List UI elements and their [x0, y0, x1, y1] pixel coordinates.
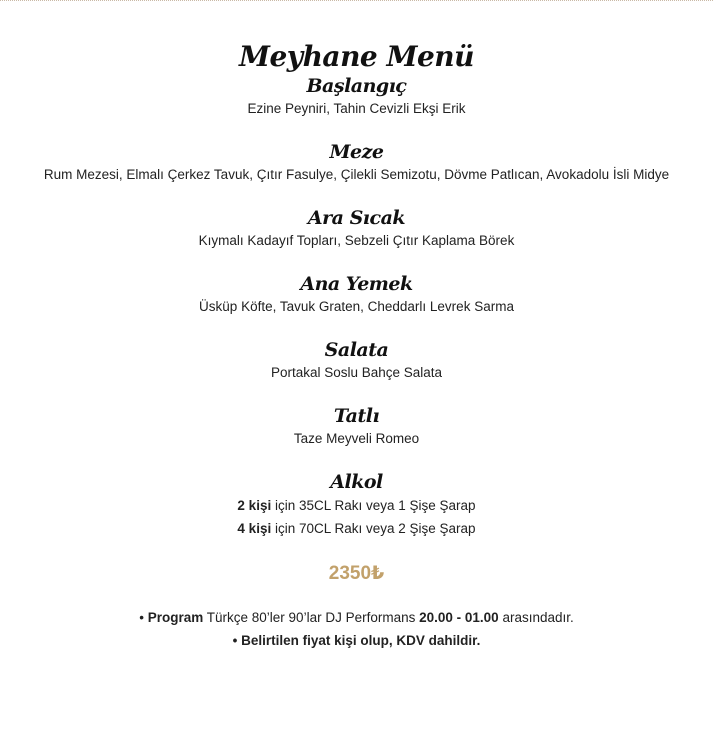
section-title: Başlangıç [306, 75, 407, 97]
section-title: Salata [324, 339, 389, 361]
alkol-line-text: için 35CL Rakı veya 1 Şişe Şarap [271, 498, 476, 513]
menu-card [0, 40, 713, 652]
program-time: 20.00 - 01.00 [419, 610, 499, 625]
section-title: Alkol [330, 471, 383, 493]
bullet: • [139, 610, 148, 625]
vat-note [0, 629, 713, 652]
section-items: Rum Mezesi, Elmalı Çerkez Tavuk, Çıtır Fasulye, Çilekli Semizotu, Dövme Patlıcan, Avokadolu İsli Midye [43, 167, 670, 182]
section-items: Ezine Peyniri, Tahin Cevizli Ekşi Erik [247, 101, 466, 116]
alkol-line-persons: 2 kişi [237, 498, 272, 513]
program-text: Türkçe 80’ler 90’lar DJ Performans [203, 610, 420, 625]
program-suffix: arasındadır. [498, 610, 574, 625]
alkol-line-text: için 70CL Rakı veya 2 Şişe Şarap [271, 521, 476, 536]
menu-section-ana-yemek [0, 272, 713, 316]
section-items: Üsküp Köfte, Tavuk Graten, Cheddarlı Levrek Sarma [199, 299, 514, 314]
section-items: Taze Meyveli Romeo [293, 431, 420, 446]
program-note [0, 606, 713, 629]
menu-section-salata [0, 338, 713, 382]
top-dotted-divider [0, 0, 713, 1]
section-title: Meze [329, 141, 384, 163]
alkol-line [0, 494, 713, 517]
program-label: Program [147, 610, 204, 625]
section-items: Portakal Soslu Bahçe Salata [270, 365, 443, 380]
menu-section-meze [0, 140, 713, 184]
menu-title: Meyhane Menü [238, 40, 475, 73]
section-items: Kıymalı Kadayıf Topları, Sebzeli Çıtır Kaplama Börek [198, 233, 515, 248]
section-title: Tatlı [333, 405, 380, 427]
vat-note-text: • Belirtilen fiyat kişi olup, KDV dahildir. [232, 633, 481, 648]
menu-section-baslangic [0, 74, 713, 118]
alkol-line-persons: 4 kişi [237, 521, 272, 536]
menu-section-ara-sicak [0, 206, 713, 250]
menu-section-alkol [0, 470, 713, 540]
menu-section-tatli [0, 404, 713, 448]
alkol-line [0, 517, 713, 540]
section-title: Ana Yemek [300, 273, 413, 295]
section-title: Ara Sıcak [307, 207, 406, 229]
menu-price: 2350₺ [328, 563, 385, 584]
